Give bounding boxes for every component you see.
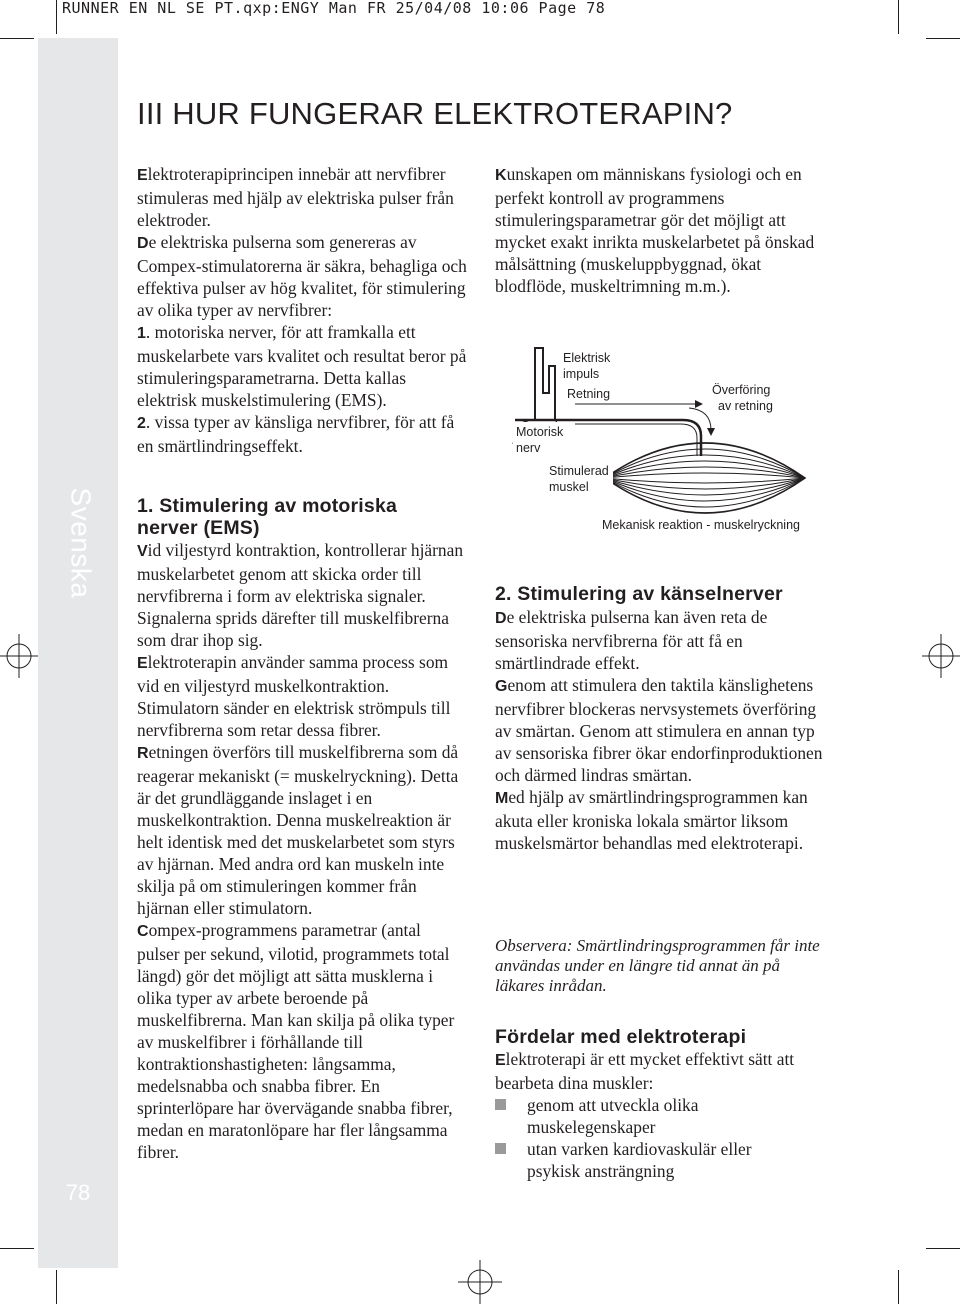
paragraph: De elektriska pulserna som genereras av Compex-stimulatorerna är säkra, behagliga och effektiva pulser av hög kvalitet, för stimulering av olika typer av nervfibrer:	[137, 232, 467, 320]
paragraph: Compex-programmens parametrar (antal pulser per sekund, vilotid, programmets total längd) gör det möjligt att sätta musklerna i olika typer av arbete beroende på muskelfibrerna. Man kan skilja på olika typer av muskelfibrer i förhållande till kontraktionshastigheten: långsamma, medelsnabba och snabba fibrer. En sprinterlöpare har övervägande snabba fibrer, medan en maratonlöpare har fler långsamma fibrer.	[137, 920, 455, 1162]
sidebar	[38, 38, 118, 1268]
label-mechanical-reaction: Mekanisk reaktion - muskelryckning	[602, 518, 800, 532]
square-bullet-icon	[495, 1143, 506, 1154]
registration-mark-right	[922, 634, 960, 678]
crop-mark	[926, 38, 960, 39]
paragraph: Med hjälp av smärtlindringsprogrammen kan akuta eller kroniska lokala smärtor liksom muskelsmärtor behandlas med elektroterapi.	[495, 787, 808, 853]
label-electric-impulse: impuls	[563, 367, 600, 381]
nerve-muscle-diagram	[505, 338, 815, 538]
paragraph: Elektroterapi är ett mycket effektivt sätt att bearbeta dina muskler:	[495, 1049, 795, 1093]
crop-mark	[926, 1248, 960, 1249]
paragraph: Genom att stimulera den taktila känslighetens nervfibrer blockeras nervsystemets överföring av smärtan. Genom att stimulera en annan typ av sensoriska fibrer ökar endorfinproduktionen och därmed lindras smärtan.	[495, 675, 823, 785]
label-stimulated-muscle: Stimulerad	[549, 464, 609, 478]
paragraph: Retningen överförs till muskelfibrerna som då reagerar mekaniskt (= muskelryckning). Detta är det grundläggande inslaget i en muskelkontraktion. Denna muskelreaktion är helt identisk med det muskelarbetet som styrs av hjärnan. Med andra ord kan muskeln inte skilja på om stimuleringen kommer från hjärnan eller stimulatorn.	[137, 742, 459, 918]
sidebar-language-tab: Svenska	[65, 487, 96, 599]
paragraph: Elektroterapiprincipen innebär att nervfibrer stimuleras med hjälp av elektriska pulser från elektroder.	[137, 164, 454, 230]
right-intro	[495, 163, 830, 297]
registration-mark-bottom	[458, 1260, 502, 1304]
label-electric-impulse: Elektrisk	[563, 351, 611, 365]
paragraph: 1. motoriska nerver, för att framkalla ett muskelarbete vars kvalitet och resultat beror på stimuleringsparametrarna. Detta kallas elektrisk muskelstimulering (EMS).	[137, 322, 467, 410]
paragraph: 2. vissa typer av känsliga nervfibrer, för att få en smärtlindringseffekt.	[137, 412, 455, 456]
paragraph: Elektroterapin använder samma process som vid en viljestyrd muskelkontraktion. Stimulatorn sänder en elektrisk strömpuls till nervfibrerna som retar dessa fibrer.	[137, 652, 451, 740]
section-heading-sensory-nerves: 2. Stimulering av känselnerver	[495, 583, 783, 605]
crop-mark	[898, 1270, 899, 1304]
label-transfer: av retning	[718, 399, 773, 413]
stimulated-muscle	[605, 443, 805, 513]
registration-mark-left	[0, 634, 38, 678]
left-intro	[137, 163, 467, 457]
paragraph: Vid viljestyrd kontraktion, kontrollerar hjärnan muskelarbetet genom att skicka order till nervfibrerna i form av elektriska signaler. Signalerna sprids därefter till muskelfibrerna som drar ihop sig.	[137, 540, 464, 650]
pulse-waveform	[525, 348, 555, 420]
section-heading-benefits: Fördelar med elektroterapi	[495, 1026, 747, 1048]
crop-mark	[0, 1248, 34, 1249]
label-stimulated-muscle: muskel	[549, 480, 589, 494]
label-retning: Retning	[567, 387, 611, 401]
list-item: utan varken kardiovaskulär eller psykisk ansträngning	[495, 1138, 777, 1182]
page-number: 78	[65, 1180, 91, 1205]
label-motor-nerve: nerv	[516, 441, 541, 455]
crop-mark	[898, 0, 899, 34]
section-heading-motor-nerves: 1. Stimulering av motoriska nerver (EMS)	[137, 495, 398, 539]
square-bullet-icon	[495, 1099, 506, 1110]
left-section-1	[137, 539, 467, 1163]
right-section-2	[495, 606, 830, 854]
note-observera: Observera: Smärtlindringsprogrammen får inte användas under en längre tid annat än på läkares inrådan.	[495, 936, 820, 995]
crop-mark	[56, 0, 57, 34]
list-item: genom att utveckla olika muskelegenskaper	[495, 1094, 717, 1138]
crop-mark	[56, 1270, 57, 1304]
right-section-3	[495, 1048, 830, 1182]
page-title: III HUR FUNGERAR ELEKTROTERAPIN?	[137, 96, 733, 131]
paragraph: De elektriska pulserna kan även reta de sensoriska nervfibrerna för att få en smärtlindrade effekt.	[495, 607, 768, 673]
paragraph: Kunskapen om människans fysiologi och en perfekt kontroll av programmens stimuleringsparametrar gör det möjligt att mycket exakt inrikta muskelarbetet på önskad målsättning (muskeluppbyggnad, ökat blodflöde, muskeltrimning m.m.).	[495, 164, 815, 296]
label-transfer: Överföring	[712, 383, 771, 397]
crop-mark	[0, 38, 34, 39]
print-slug: RUNNER EN NL SE PT.qxp:ENGY Man FR 25/04/08 10:06 Page 78	[62, 0, 606, 17]
label-motor-nerve: Motorisk	[516, 425, 564, 439]
